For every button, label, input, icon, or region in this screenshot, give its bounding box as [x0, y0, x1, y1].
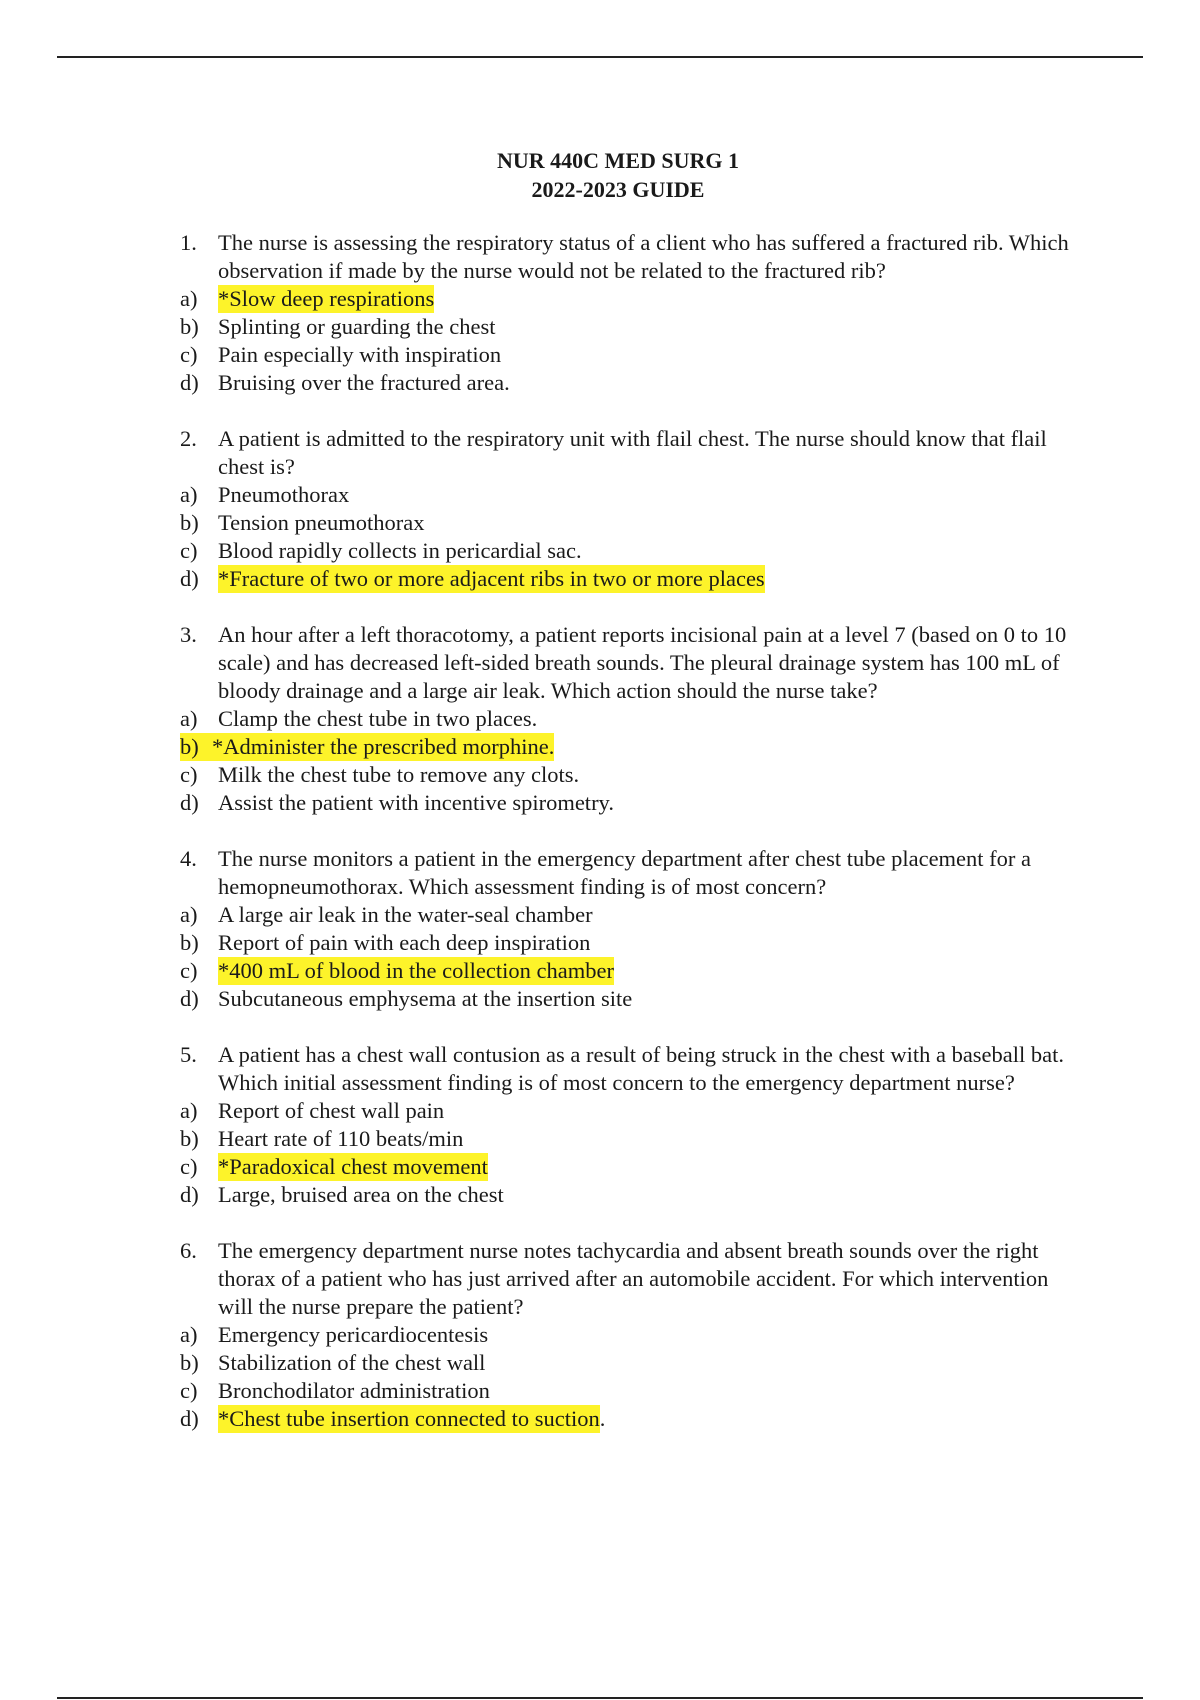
option-c — [180, 1377, 1080, 1405]
option-c — [180, 537, 1080, 565]
correct-answer-text: *400 mL of blood in the collection chamber — [218, 958, 614, 983]
question-text: An hour after a left thoracotomy, a patient reports incisional pain at a level 7 (based on 0 to 10 scale) and has decreased left-sided breath sounds. The pleural drainage system has 100 mL of bloody drainage and a large air leak. Which action should the nurse take? — [218, 622, 1067, 703]
question-6 — [180, 1237, 1080, 1433]
option-letter: b) — [180, 1350, 199, 1375]
trailing-period: . — [599, 1406, 606, 1431]
option-d — [180, 1405, 1080, 1433]
question-number: 5. — [180, 1042, 197, 1067]
option-text: Subcutaneous emphysema at the insertion site — [218, 986, 633, 1011]
option-letter: b) — [180, 510, 199, 535]
option-d — [180, 565, 1080, 593]
option-a — [180, 285, 1080, 313]
question-stem — [180, 425, 1080, 481]
question-number: 4. — [180, 846, 197, 871]
option-text: Bruising over the fractured area. — [218, 370, 510, 395]
option-letter: a) — [180, 706, 198, 731]
option-letter: b) — [180, 1126, 199, 1151]
question-5 — [180, 1041, 1080, 1209]
option-a — [180, 1097, 1080, 1125]
option-d — [180, 985, 1080, 1013]
option-text: Pain especially with inspiration — [218, 342, 502, 367]
option-text: Milk the chest tube to remove any clots. — [218, 762, 580, 787]
option-letter: c) — [180, 958, 198, 983]
correct-answer-text: *Paradoxical chest movement — [218, 1154, 488, 1179]
option-text: Blood rapidly collects in pericardial sac. — [218, 538, 582, 563]
question-stem — [180, 229, 1080, 285]
option-a — [180, 1321, 1080, 1349]
option-letter: a) — [180, 1098, 198, 1123]
option-b — [180, 509, 1080, 537]
option-text: Tension pneumothorax — [218, 510, 425, 535]
correct-answer-text: *Slow deep respirations — [218, 286, 435, 311]
top-rule — [57, 56, 1143, 58]
question-stem — [180, 1237, 1080, 1321]
option-text: Report of pain with each deep inspiration — [218, 930, 591, 955]
correct-answer-text: *Chest tube insertion connected to suction — [218, 1406, 600, 1431]
option-c — [180, 341, 1080, 369]
question-text: The emergency department nurse notes tachycardia and absent breath sounds over the right thorax of a patient who has just arrived after an automobile accident. For which intervention will the nurse prepare the patient? — [218, 1238, 1049, 1319]
option-c — [180, 1153, 1080, 1181]
option-letter: c) — [180, 762, 198, 787]
question-list — [180, 229, 1080, 1461]
question-text: The nurse is assessing the respiratory status of a client who has suffered a fractured rib. Which observation if made by the nurse would not be related to the fractured rib? — [218, 230, 1069, 283]
option-letter: b) — [180, 314, 199, 339]
option-text: Bronchodilator administration — [218, 1378, 490, 1403]
option-text: Stabilization of the chest wall — [218, 1350, 486, 1375]
question-2 — [180, 425, 1080, 593]
option-letter: c) — [180, 342, 198, 367]
option-letter: d) — [180, 790, 199, 815]
option-letter: c) — [180, 1154, 198, 1179]
correct-answer-text: *Administer the prescribed morphine. — [212, 734, 555, 759]
option-text: Heart rate of 110 beats/min — [218, 1126, 464, 1151]
option-d — [180, 1181, 1080, 1209]
question-3 — [180, 621, 1080, 817]
question-stem — [180, 621, 1080, 705]
bottom-rule — [57, 1697, 1143, 1699]
option-b — [180, 929, 1080, 957]
document-title — [0, 146, 1200, 204]
question-number: 6. — [180, 1238, 197, 1263]
option-letter: c) — [180, 538, 198, 563]
option-text: Report of chest wall pain — [218, 1098, 445, 1123]
option-letter: c) — [180, 1378, 198, 1403]
option-b — [180, 313, 1080, 341]
option-d — [180, 369, 1080, 397]
question-text: The nurse monitors a patient in the emergency department after chest tube placement for a hemopneumothorax. Which assessment finding is of most concern? — [218, 846, 1032, 899]
option-letter: b) — [180, 930, 199, 955]
option-d — [180, 789, 1080, 817]
option-letter: a) — [180, 482, 198, 507]
question-text: A patient is admitted to the respiratory unit with flail chest. The nurse should know that flail chest is? — [218, 426, 1047, 479]
option-letter: b) — [180, 734, 199, 759]
correct-answer-text: *Fracture of two or more adjacent ribs in two or more places — [218, 566, 765, 591]
question-stem — [180, 1041, 1080, 1097]
option-c — [180, 761, 1080, 789]
title-line-2: 2022-2023 GUIDE — [531, 177, 705, 202]
option-a — [180, 901, 1080, 929]
option-letter: d) — [180, 986, 199, 1011]
title-line-1: NUR 440C MED SURG 1 — [497, 148, 739, 173]
option-letter: a) — [180, 1322, 198, 1347]
option-text: Clamp the chest tube in two places. — [218, 706, 538, 731]
option-a — [180, 705, 1080, 733]
option-letter: a) — [180, 286, 198, 311]
option-letter: d) — [180, 370, 199, 395]
question-number: 2. — [180, 426, 197, 451]
option-b — [180, 1125, 1080, 1153]
option-text: Emergency pericardiocentesis — [218, 1322, 489, 1347]
question-number: 3. — [180, 622, 197, 647]
option-text: Pneumothorax — [218, 482, 350, 507]
option-text: Assist the patient with incentive spirometry. — [218, 790, 614, 815]
option-text: A large air leak in the water-seal chamber — [218, 902, 593, 927]
option-text: Large, bruised area on the chest — [218, 1182, 504, 1207]
option-text: Splinting or guarding the chest — [218, 314, 496, 339]
option-letter: d) — [180, 566, 199, 591]
option-a — [180, 481, 1080, 509]
option-c — [180, 957, 1080, 985]
option-b — [180, 1349, 1080, 1377]
question-number: 1. — [180, 230, 197, 255]
option-letter: d) — [180, 1406, 199, 1431]
question-1 — [180, 229, 1080, 397]
question-stem — [180, 845, 1080, 901]
option-letter: a) — [180, 902, 198, 927]
option-letter: d) — [180, 1182, 199, 1207]
option-b — [180, 733, 554, 761]
question-4 — [180, 845, 1080, 1013]
question-text: A patient has a chest wall contusion as a result of being struck in the chest with a baseball bat. Which initial assessment finding is of most concern to the emergency department nurse? — [218, 1042, 1065, 1095]
